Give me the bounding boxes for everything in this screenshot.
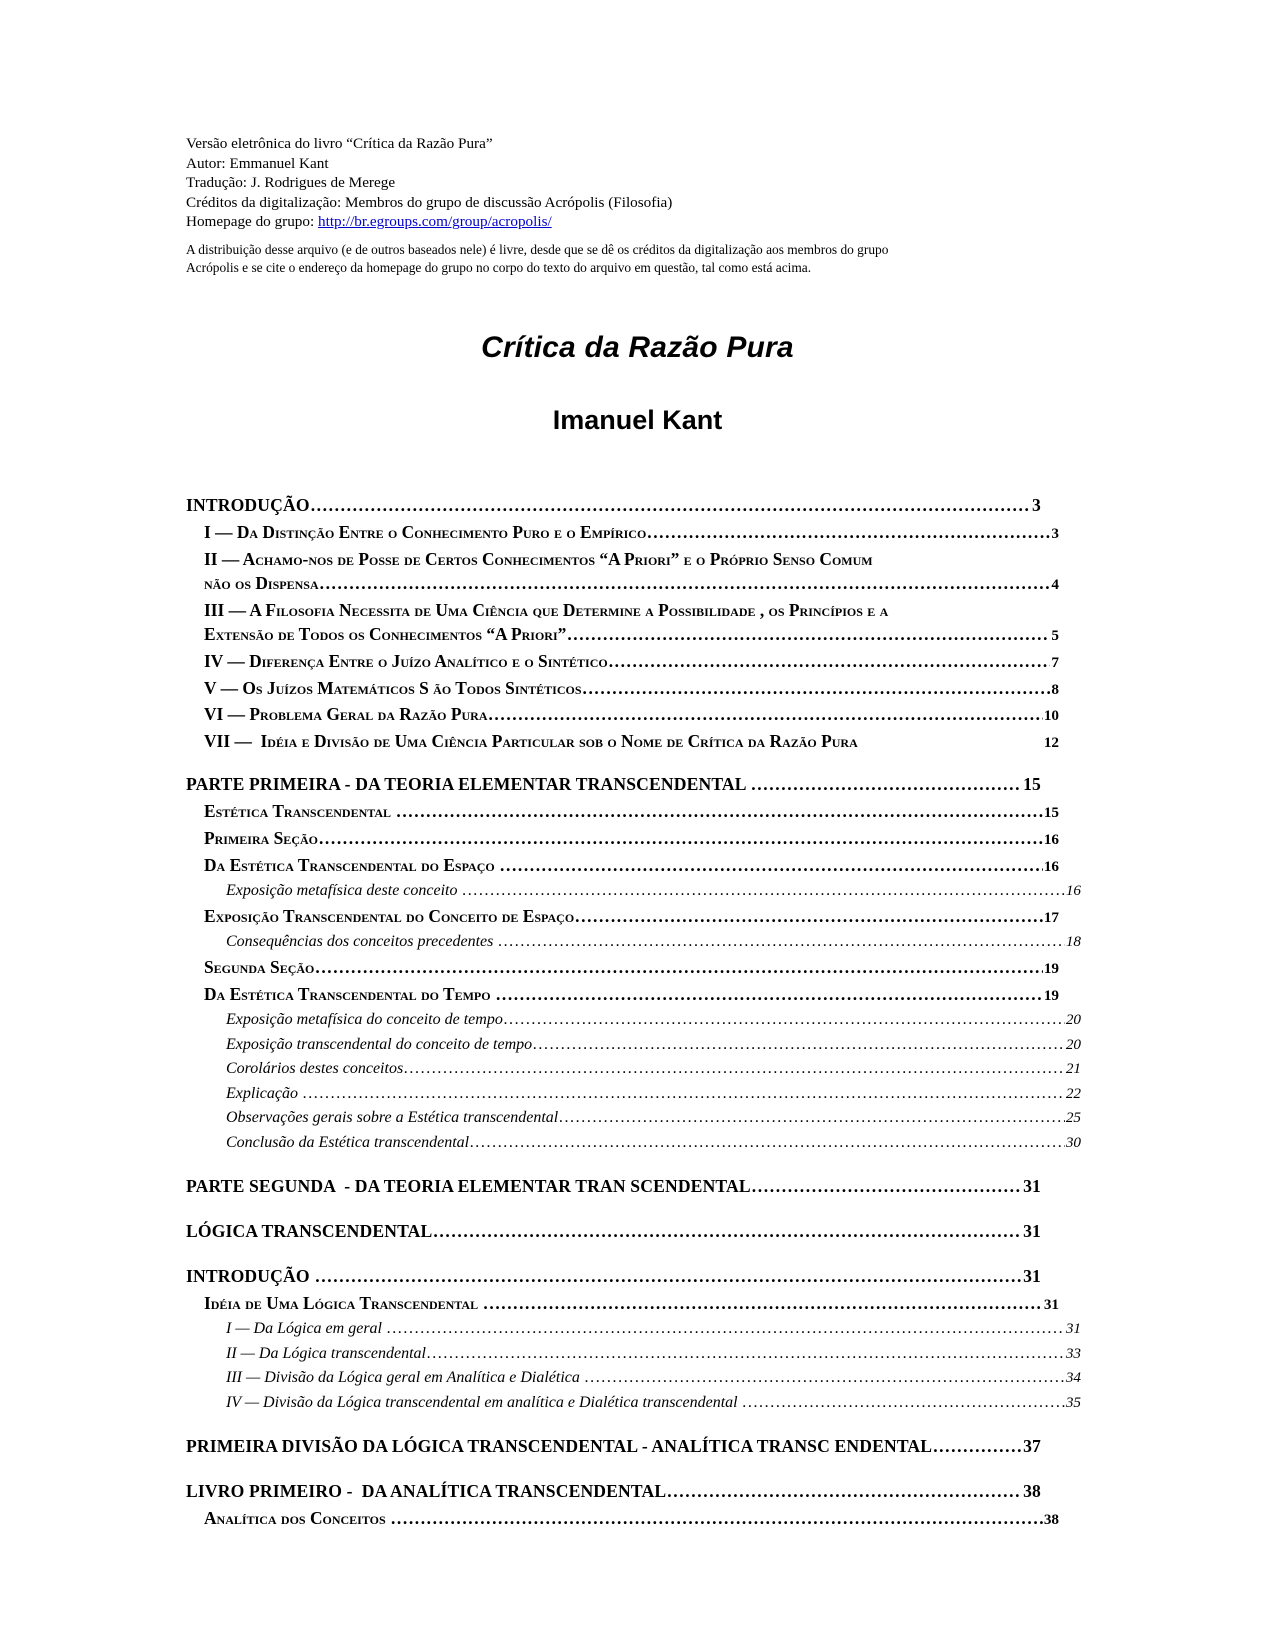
toc-leader-dots (667, 1476, 1022, 1506)
credit-line: Autor: Emmanuel Kant (186, 154, 329, 172)
toc-entry[interactable] (204, 520, 1059, 547)
toc-entry[interactable] (226, 1131, 1081, 1156)
toc-entry-label: II — Da Lógica transcendental (226, 1344, 426, 1362)
credits-block (186, 134, 1066, 232)
toc-leader-dots (609, 649, 1051, 674)
toc-entry-label: VI — Problema Geral da Razão Pura (204, 704, 488, 725)
toc-entry-label: PRIMEIRA DIVISÃO DA LÓGICA TRANSCENDENTAL - ANALÍTICA TRANSC ENDENTAL (186, 1435, 933, 1456)
toc-entry-label: I — Da Distinção Entre o Conhecimento Puro e o Empírico (204, 522, 647, 542)
distribution-line: A distribuição desse arquivo (e de outros baseados nele) é livre, desde que se dê os créditos da digitalização aos membros do grupo (186, 242, 889, 257)
toc-page-number: 20 (1065, 1035, 1081, 1053)
toc-entry-label: Idéia de Uma Lógica Transcendental (204, 1292, 483, 1313)
toc-page-number: 18 (1065, 933, 1081, 951)
toc-entry-label: VII — Idéia e Divisão de Uma Ciência Particular sob o Nome de Crítica da Razão Pura (204, 730, 858, 751)
toc-entry[interactable] (186, 1431, 1041, 1461)
toc-leader-dots (391, 1506, 1043, 1531)
toc-entry-label: Observações gerais sobre a Estética transcendental (226, 1109, 559, 1127)
toc-page-number: 31 (1023, 1265, 1041, 1286)
toc-entry-label: Analítica dos Conceitos (204, 1507, 390, 1528)
toc-leader-dots (583, 676, 1051, 701)
toc-page-number: 16 (1043, 857, 1059, 875)
toc-page-number: 34 (1065, 1369, 1081, 1387)
toc-entry-label: PARTE PRIMEIRA - DA TEORIA ELEMENTAR TRANSCENDENTAL (186, 774, 751, 795)
toc-entry-label: INTRODUÇÃO (186, 495, 310, 515)
toc-page-number: 16 (1043, 830, 1059, 848)
toc-entry[interactable] (204, 649, 1059, 676)
toc-entry[interactable] (186, 1261, 1041, 1291)
toc-leader-dots (504, 1008, 1065, 1033)
toc-entry[interactable] (226, 1008, 1081, 1033)
toc-page-number: 15 (1043, 804, 1059, 822)
credit-line: Versão eletrônica do livro “Crítica da Razão Pura” (186, 135, 493, 152)
toc-entry[interactable] (186, 1216, 1041, 1246)
toc-entry[interactable] (226, 879, 1081, 904)
toc-leader-dots (462, 879, 1064, 904)
credit-line: Tradução: J. Rodrigues de Merege (186, 174, 396, 192)
toc-entry-label: Conclusão da Estética transcendental (226, 1134, 470, 1152)
toc-entry-label: I — Da Lógica em geral (226, 1320, 386, 1338)
toc-entry-label: LIVRO PRIMEIRO - DA ANALÍTICA TRANSCENDENTAL (186, 1480, 667, 1501)
homepage-link[interactable]: http://br.egroups.com/group/acropolis/ (318, 213, 552, 231)
toc-entry-label: Extensão de Todos os Conhecimentos “A Priori” (204, 624, 567, 645)
toc-leader-dots (427, 1342, 1065, 1367)
toc-leader-dots (315, 955, 1042, 980)
toc-entry-label: Segunda Seção (204, 956, 315, 977)
toc-entry[interactable] (204, 955, 1059, 982)
toc-entry[interactable] (226, 1317, 1081, 1342)
toc-entry[interactable] (226, 930, 1081, 955)
toc-leader-dots (585, 1366, 1065, 1391)
toc-entry[interactable] (186, 490, 1041, 520)
toc-entry-label: Exposição metafísica do conceito de tempo (226, 1011, 503, 1029)
toc-entry[interactable] (186, 1476, 1041, 1506)
toc-page-number: 19 (1043, 986, 1059, 1004)
toc-leader-dots (396, 799, 1042, 824)
toc-leader-dots (743, 1391, 1065, 1416)
toc-entry[interactable] (186, 769, 1041, 799)
toc-page-number: 7 (1051, 653, 1059, 671)
toc-entry[interactable] (226, 1342, 1081, 1367)
toc-leader-dots (303, 1082, 1065, 1107)
toc-leader-dots (488, 702, 1042, 727)
toc-entry[interactable] (204, 676, 1059, 703)
toc-entry-label: Da Estética Transcendental do Espaço (204, 854, 500, 875)
toc-page-number: 17 (1043, 908, 1059, 926)
toc-leader-dots (470, 1131, 1065, 1156)
toc-page-number: 37 (1023, 1435, 1041, 1456)
toc-entry[interactable] (204, 702, 1059, 729)
table-of-contents (186, 476, 1081, 1532)
toc-entry-label: INTRODUÇÃO (186, 1265, 315, 1286)
toc-entry[interactable] (226, 1057, 1081, 1082)
toc-leader-dots (315, 1261, 1022, 1291)
toc-entry[interactable] (204, 799, 1059, 826)
toc-entry[interactable] (204, 904, 1059, 931)
toc-leader-dots (575, 904, 1043, 929)
toc-entry-label: III — A Filosofia Necessita de Uma Ciência que Determine a Possibilidade , os Princípios e a (204, 599, 889, 620)
toc-entry[interactable] (226, 1033, 1081, 1058)
homepage-line (186, 212, 1066, 232)
toc-leader-dots (320, 571, 1051, 596)
toc-page-number: 31 (1023, 1220, 1041, 1241)
toc-entry[interactable] (226, 1082, 1081, 1107)
toc-entry-label: Explicação (226, 1084, 302, 1102)
toc-leader-dots (496, 982, 1043, 1007)
author-name: Imanuel Kant (552, 405, 723, 435)
toc-page-number: 31 (1043, 1295, 1059, 1313)
toc-page-number: 35 (1065, 1394, 1081, 1412)
toc-leader-dots (933, 1431, 1022, 1461)
toc-entry[interactable] (204, 1506, 1059, 1533)
distribution-line: Acrópolis e se cite o endereço da homepage do grupo no corpo do texto do arquivo em questão, tal como está acima. (186, 260, 812, 275)
toc-page-number: 25 (1065, 1109, 1081, 1127)
credit-line: Créditos da digitalização: Membros do grupo de discussão Acrópolis (Filosofia) (186, 193, 673, 211)
toc-page-number: 15 (1023, 774, 1041, 795)
toc-leader-dots (404, 1057, 1065, 1082)
toc-page-number: 31 (1065, 1320, 1081, 1338)
toc-entry[interactable] (226, 1106, 1081, 1131)
toc-leader-dots (751, 769, 1022, 799)
toc-leader-dots (319, 826, 1043, 851)
toc-leader-dots (433, 1216, 1022, 1246)
toc-entry-label: não os Dispensa (204, 573, 319, 594)
toc-entry[interactable] (204, 547, 1059, 572)
toc-page-number: 3 (1032, 495, 1041, 515)
toc-entry-label: Exposição Transcendental do Conceito de Espaço (204, 905, 575, 926)
toc-leader-dots (647, 520, 1050, 545)
toc-entry[interactable] (204, 598, 1059, 623)
toc-entry-label: Estética Transcendental (204, 801, 396, 822)
toc-entry[interactable] (204, 571, 1059, 598)
toc-page-number: 21 (1065, 1060, 1081, 1078)
toc-entry-label: IV — Divisão da Lógica transcendental em analítica e Dialética transcendental (226, 1394, 742, 1412)
toc-entry-label: V — Os Juízos Matemáticos S ão Todos Sintéticos (204, 677, 582, 698)
page-title: Crítica da Razão Pura (481, 331, 794, 364)
distribution-notice (186, 241, 1066, 277)
toc-entry[interactable] (204, 982, 1059, 1009)
toc-entry-label: LÓGICA TRANSCENDENTAL (186, 1220, 433, 1241)
toc-page-number: 5 (1051, 627, 1059, 645)
toc-page-number: 16 (1065, 882, 1081, 900)
toc-leader-dots (483, 1291, 1042, 1316)
toc-entry-label: Corolários destes conceitos (226, 1060, 404, 1078)
toc-page-number: 31 (1023, 1175, 1041, 1196)
toc-entry-label: III — Divisão da Lógica geral em Analítica e Dialética (226, 1369, 584, 1387)
toc-page-number: 22 (1065, 1084, 1081, 1102)
toc-leader-dots (567, 622, 1050, 647)
toc-leader-dots (559, 1106, 1065, 1131)
toc-entry-label: Exposição metafísica deste conceito (226, 882, 462, 900)
toc-page-number: 12 (1043, 733, 1059, 751)
toc-entry-label: II — Achamo-nos de Posse de Certos Conhecimentos “A Priori” e o Próprio Senso Comum (204, 548, 873, 569)
toc-page-number: 38 (1043, 1510, 1059, 1528)
toc-entry-label: Exposição transcendental do conceito de tempo (226, 1035, 533, 1053)
homepage-label: Homepage do grupo: (186, 213, 319, 231)
toc-entry-label: IV — Diferença Entre o Juízo Analítico e o Sintético (204, 650, 608, 671)
toc-page-number: 4 (1051, 576, 1059, 594)
toc-leader-dots (498, 930, 1064, 955)
toc-entry[interactable] (186, 1171, 1041, 1201)
toc-entry-label: PARTE SEGUNDA - DA TEORIA ELEMENTAR TRAN SCENDENTAL (186, 1175, 751, 1196)
toc-page-number: 8 (1051, 680, 1059, 698)
toc-page-number: 38 (1023, 1480, 1041, 1501)
toc-page-number: 33 (1065, 1344, 1081, 1362)
toc-leader-dots (387, 1317, 1065, 1342)
toc-entry-label: Da Estética Transcendental do Tempo (204, 983, 495, 1004)
toc-leader-dots (500, 853, 1043, 878)
toc-page-number: 3 (1051, 525, 1059, 542)
toc-page-number: 30 (1065, 1134, 1081, 1152)
toc-entry-label: Primeira Seção (204, 827, 318, 848)
toc-leader-dots (533, 1033, 1065, 1058)
toc-entry[interactable] (204, 853, 1059, 880)
toc-page-number: 10 (1043, 707, 1059, 725)
toc-entry[interactable] (204, 1291, 1059, 1318)
toc-page-number: 19 (1043, 959, 1059, 977)
toc-entry[interactable] (226, 1391, 1081, 1416)
toc-entry[interactable] (204, 622, 1059, 649)
toc-entry[interactable] (204, 729, 1059, 756)
toc-leader-dots (752, 1171, 1022, 1201)
toc-entry[interactable] (204, 826, 1059, 853)
toc-leader-dots (311, 490, 1031, 520)
toc-entry[interactable] (226, 1366, 1081, 1391)
toc-entry-label: Consequências dos conceitos precedentes (226, 933, 498, 951)
toc-page-number: 20 (1065, 1011, 1081, 1029)
